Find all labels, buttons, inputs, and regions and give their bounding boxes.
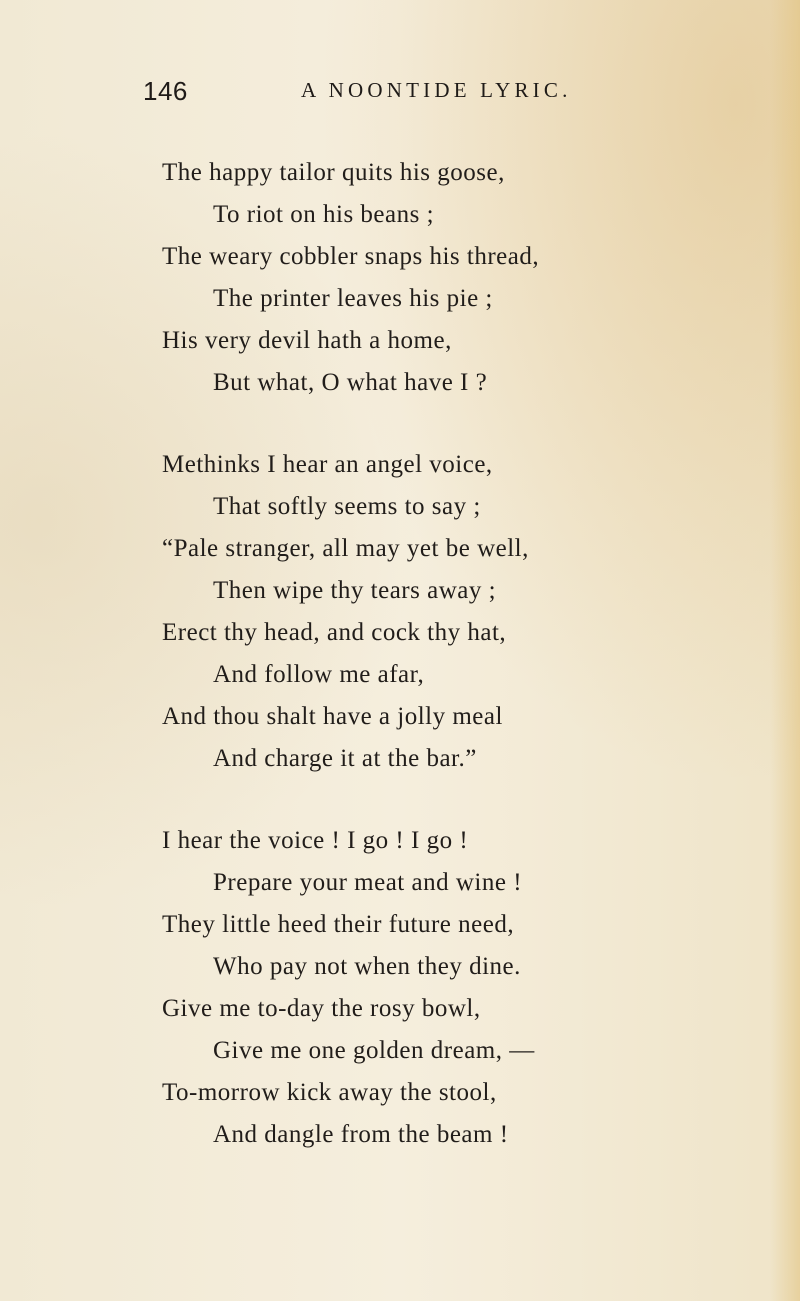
poem-line: To-morrow kick away the stool, <box>162 1079 497 1106</box>
page-number: 146 <box>143 76 188 106</box>
poem-line: Erect thy head, and cock thy hat, <box>162 619 507 646</box>
poem-line: To riot on his beans ; <box>213 201 435 228</box>
poem-line: And dangle from the beam ! <box>213 1121 509 1148</box>
page-edge-stain <box>770 0 800 1301</box>
poem-line: Then wipe thy tears away ; <box>213 577 497 604</box>
poem-line: Give me to-day the rosy bowl, <box>162 995 481 1022</box>
poem-line: I hear the voice ! I go ! I go ! <box>162 827 469 854</box>
poem-line: The weary cobbler snaps his thread, <box>162 243 540 270</box>
poem-line: Who pay not when they dine. <box>213 953 521 980</box>
poem-line: And thou shalt have a jolly meal <box>162 703 503 730</box>
poem-line: And charge it at the bar.” <box>213 745 477 772</box>
poem-line: Give me one golden dream, — <box>213 1037 535 1064</box>
running-title: A NOONTIDE LYRIC. <box>301 78 572 102</box>
poem-line: His very devil hath a home, <box>162 327 452 354</box>
poem-line: And follow me afar, <box>213 661 425 688</box>
poem-line: They little heed their future need, <box>162 911 515 938</box>
page-header <box>0 76 800 116</box>
poem-line: The printer leaves his pie ; <box>213 285 493 312</box>
poem-line: “Pale stranger, all may yet be well, <box>162 535 529 562</box>
poem-line: But what, O what have I ? <box>213 369 488 396</box>
poem-line: Prepare your meat and wine ! <box>213 869 523 896</box>
poem-line: Methinks I hear an angel voice, <box>162 451 493 478</box>
poem-line: That softly seems to say ; <box>213 493 481 520</box>
poem-line: The happy tailor quits his goose, <box>162 159 505 186</box>
